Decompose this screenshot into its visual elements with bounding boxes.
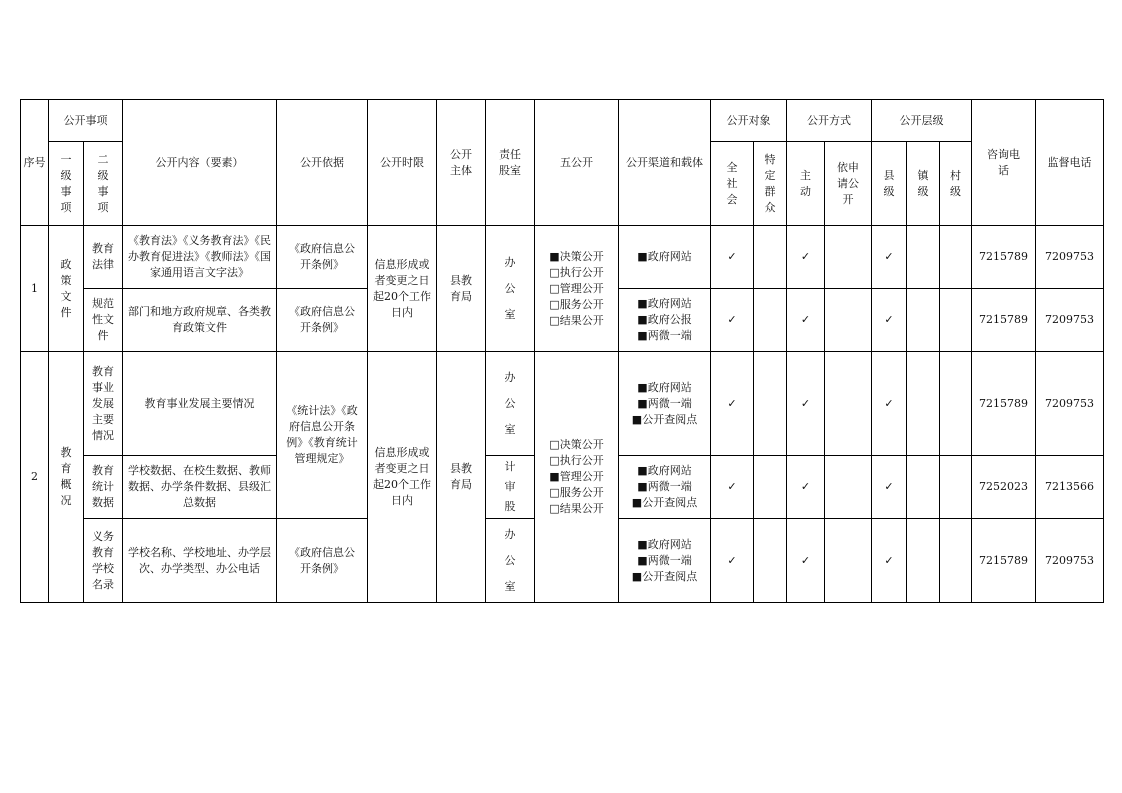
header-level: 公开层级 [872, 100, 972, 142]
basis-cell: 《统计法》《政府信息公开条例》《教育统计管理规定》 [277, 352, 368, 519]
channel-list [619, 352, 711, 456]
header-target: 公开对象 [711, 100, 787, 142]
channel-list [619, 519, 711, 603]
check-mark: ✓ [787, 456, 825, 519]
channel-item: ■ 两微一端 [619, 479, 710, 495]
consult-phone: 7252023 [972, 456, 1036, 519]
header-level-county: 县级 [872, 142, 907, 226]
five-item: □ 管理公开 [535, 281, 618, 297]
check-mark: ✓ [787, 352, 825, 456]
consult-phone: 7215789 [972, 352, 1036, 456]
header-level-town: 镇级 [907, 142, 940, 226]
check-mark: ✓ [872, 519, 907, 603]
supervise-phone: 7209753 [1036, 226, 1104, 289]
content-cell: 学校名称、学校地址、办学层次、办学类型、办公电话 [123, 519, 277, 603]
five-item: □ 服务公开 [535, 297, 618, 313]
level2-cell: 教育法律 [84, 226, 123, 289]
five-item: □ 服务公开 [535, 485, 618, 501]
channel-item: ■ 公开查阅点 [619, 495, 710, 511]
level1-cell: 政策文件 [49, 226, 84, 352]
supervise-phone: 7213566 [1036, 456, 1104, 519]
check-mark: ✓ [711, 289, 754, 352]
supervise-phone: 7209753 [1036, 289, 1104, 352]
header-items: 公开事项 [49, 100, 123, 142]
check-mark: ✓ [872, 289, 907, 352]
channel-item: ■ 两微一端 [619, 328, 710, 344]
office-cell: 办公室 [486, 352, 535, 456]
basis-cell: 《政府信息公开条例》 [277, 226, 368, 289]
content-cell: 教育事业发展主要情况 [123, 352, 277, 456]
header-content: 公开内容（要素） [123, 100, 277, 226]
level2-cell: 义务教育学校名录 [84, 519, 123, 603]
header-five: 五公开 [535, 100, 619, 226]
office-cell: 办公室 [486, 519, 535, 603]
table-row [21, 226, 1104, 289]
channel-item: ■ 政府网站 [619, 380, 710, 396]
five-item: □ 执行公开 [535, 453, 618, 469]
five-item: □ 结果公开 [535, 501, 618, 517]
disclosure-table [20, 99, 1104, 603]
channel-item: ■ 两微一端 [619, 553, 710, 569]
header-basis: 公开依据 [277, 100, 368, 226]
header-supervise: 监督电话 [1036, 100, 1104, 226]
five-item: □ 决策公开 [535, 437, 618, 453]
basis-cell: 《政府信息公开条例》 [277, 519, 368, 603]
check-mark: ✓ [711, 519, 754, 603]
supervise-phone: 7209753 [1036, 352, 1104, 456]
content-cell: 部门和地方政府规章、各类教育政策文件 [123, 289, 277, 352]
channel-list [619, 456, 711, 519]
header-method-apply: 依申请公开 [825, 142, 872, 226]
content-cell: 学校数据、在校生数据、教师数据、办学条件数据、县级汇总数据 [123, 456, 277, 519]
header-level-village: 村级 [940, 142, 972, 226]
channel-item: ■ 两微一端 [619, 396, 710, 412]
check-mark: ✓ [872, 226, 907, 289]
consult-phone: 7215789 [972, 226, 1036, 289]
table-row [21, 352, 1104, 456]
supervise-phone: 7209753 [1036, 519, 1104, 603]
level1-cell: 教育概况 [49, 352, 84, 603]
five-item: □ 结果公开 [535, 313, 618, 329]
five-item: □ 执行公开 [535, 265, 618, 281]
header-subject: 公开主体 [437, 100, 486, 226]
channel-list [619, 226, 711, 289]
channel-item: ■ 政府网站 [619, 296, 710, 312]
channel-item: ■ 公开查阅点 [619, 569, 710, 585]
check-mark: ✓ [872, 352, 907, 456]
channel-item: ■ 政府公报 [619, 312, 710, 328]
five-public-list [535, 226, 619, 352]
content-cell: 《教育法》《义务教育法》《民办教育促进法》《教师法》《国家通用语言文字法》 [123, 226, 277, 289]
level2-cell: 规范性文件 [84, 289, 123, 352]
basis-cell: 《政府信息公开条例》 [277, 289, 368, 352]
channel-item: ■ 政府网站 [619, 249, 710, 265]
header-office: 责任股室 [486, 100, 535, 226]
channel-item: ■ 政府网站 [619, 537, 710, 553]
office-cell: 计审股 [486, 456, 535, 519]
header-target-group: 特定群众 [754, 142, 787, 226]
header-target-all: 全社会 [711, 142, 754, 226]
header-consult: 咨询电话 [972, 100, 1036, 226]
five-item: ■ 管理公开 [535, 469, 618, 485]
header-channel: 公开渠道和载体 [619, 100, 711, 226]
time-cell: 信息形成或者变更之日起20个工作日内 [368, 226, 437, 352]
header-level1: 一级事项 [49, 142, 84, 226]
channel-item: ■ 政府网站 [619, 463, 710, 479]
check-mark: ✓ [787, 226, 825, 289]
header-method: 公开方式 [787, 100, 872, 142]
five-public-list [535, 352, 619, 603]
check-mark: ✓ [872, 456, 907, 519]
check-mark: ✓ [711, 456, 754, 519]
check-mark: ✓ [787, 519, 825, 603]
check-mark: ✓ [711, 352, 754, 456]
consult-phone: 7215789 [972, 289, 1036, 352]
subject-cell: 县教育局 [437, 226, 486, 352]
level2-cell: 教育统计数据 [84, 456, 123, 519]
header-level2: 二级事项 [84, 142, 123, 226]
header-method-active: 主动 [787, 142, 825, 226]
office-cell: 办公室 [486, 226, 535, 352]
header-time: 公开时限 [368, 100, 437, 226]
five-item: ■ 决策公开 [535, 249, 618, 265]
channel-item: ■ 公开查阅点 [619, 412, 710, 428]
row-seq: 1 [21, 226, 49, 352]
subject-cell: 县教育局 [437, 352, 486, 603]
consult-phone: 7215789 [972, 519, 1036, 603]
check-mark: ✓ [711, 226, 754, 289]
level2-cell: 教育事业发展主要情况 [84, 352, 123, 456]
check-mark: ✓ [787, 289, 825, 352]
time-cell: 信息形成或者变更之日起20个工作日内 [368, 352, 437, 603]
header-seq: 序号 [21, 100, 49, 226]
channel-list [619, 289, 711, 352]
row-seq: 2 [21, 352, 49, 603]
